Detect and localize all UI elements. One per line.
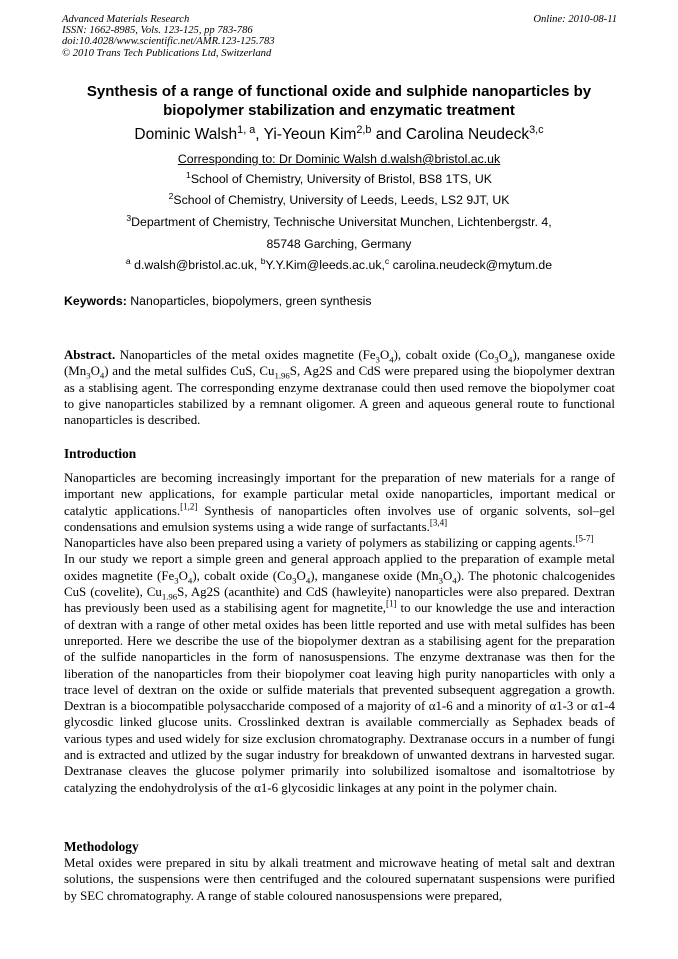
subscript: 4 <box>452 575 457 586</box>
affiliation-1-text: School of Chemistry, University of Bristol, BS8 1TS, UK <box>190 172 492 186</box>
corresponding-text: Corresponding to: Dr Dominic Walsh d.walsh@bristol.ac.uk <box>177 152 501 166</box>
abstract-text: Nanoparticles of the metal oxides magnetite (Fe <box>115 348 376 362</box>
doi-line: doi:10.4028/www.scientific.net/AMR.123-125.783 <box>62 36 275 48</box>
keywords-label: Keywords: <box>64 294 127 308</box>
intro-text: S, Ag2S (acanthite) and CdS (hawleyite) nanoparticles were also prepared. Dextran has previously been used as a stabilising agent for magnetite, <box>64 585 615 616</box>
affiliation-3-text: Department of Chemistry, Technische Universitat Munchen, Lichtenbergstr. 4, <box>131 215 552 229</box>
copyright-line: © 2010 Trans Tech Publications Ltd, Switzerland <box>62 47 272 59</box>
intro-text: ). The photonic chalcogenides CuS (covelite), Cu <box>64 568 615 600</box>
citation: [5-7] <box>575 533 594 544</box>
affiliation-3 <box>50 212 628 229</box>
subscript: 3 <box>292 575 297 586</box>
email-c: carolina.neudeck@mytum.de <box>389 258 553 272</box>
online-date: Online: 2010-08-11 <box>533 14 617 25</box>
affiliation-3-city: 85748 Garching, Germany <box>266 237 412 251</box>
intro-text: ), manganese oxide (Mn <box>310 568 439 583</box>
affiliation-2 <box>50 190 628 207</box>
author-2-sup: 2,b <box>356 123 372 136</box>
methodology-heading: Methodology <box>64 839 139 854</box>
citation: [1] <box>386 599 397 610</box>
abstract-text: O <box>498 348 509 362</box>
subscript: 4 <box>187 575 193 586</box>
subscript: 3 <box>86 370 91 381</box>
subscript: 1.96 <box>161 591 178 602</box>
journal-header <box>62 14 617 59</box>
corresponding-author <box>50 152 628 166</box>
abstract-text: S, Ag2S and CdS were prepared using the biopolymer dextran as a stablising agent. The corresponding enzyme dextranase could then used remove the biopolymer coat to give nanoparticles stabilized by a remnant oligomer. A green and aqueous general route to functional nanoparticles is described. <box>64 364 615 428</box>
abstract-label: Abstract. <box>64 348 116 362</box>
abstract-text: ), cobalt oxide (Co <box>393 348 495 362</box>
author-1-sup: 1, a <box>237 123 256 136</box>
subscript: 3 <box>174 575 179 586</box>
title-line-2: biopolymer stabilization and enzymatic treatment <box>163 102 515 119</box>
subscript: 3 <box>375 354 380 365</box>
subscript: 4 <box>508 354 513 365</box>
author-list <box>50 123 628 144</box>
abstract-text: O <box>379 348 390 362</box>
intro-text: O <box>443 568 453 583</box>
introduction-heading: Introduction <box>64 446 137 461</box>
subscript: 4 <box>305 575 311 586</box>
intro-text: Nanoparticles have also been prepared using a variety of polymers as stabilizing or capping agents. <box>64 536 576 551</box>
subscript: 3 <box>438 575 444 586</box>
intro-text: to our knowledge the use and interaction of dextran with a range of other metal oxides has been little reported and use with metal sulfides has been unreported. Here we describe the use of the biopolymer dextran as a stabilising agent for the preparation of the sulfide nanoparticles in the form of nanosuspensions. The enzyme dextranase was then for the liberation of the nanoparticles from their biopolymer coat leaving high purity nanoparticles with only a trace level of dextran on the oxide or sulfide materials that prevented subsequent aggregation a growth. Dextran is a biocompatible polysaccharide composed of a majority of α1-6 and a minority of α1-3 or α1-4 glycosdic linked glucose units. Crosslinked dextran is available commercially as Sephadex beads of various types and used widely for size exclusion chromatography. Dextranase occurs in a number of fungi and is extracted and utlized by the sugar industry for breakdown of unwanted dextrans in harvested sugar. Dextranase cleaves the glucose polymer primarily into solubilized isomaltose and isomaltotriose by catalyzing the endohydrolysis of the α1-6 glycosidic linkages at any point in the polymer chain. <box>64 601 615 795</box>
intro-text: Synthesis of nanoparticles often involves use of organic solvents, sol–gel condensations and emulsion systems using a wide range of surfactants. <box>64 503 615 534</box>
title-line-1: Synthesis of a range of functional oxide and sulphide nanoparticles by <box>86 83 592 100</box>
affiliation-1 <box>50 169 628 186</box>
issn-line: ISSN: 1662-8985, Vols. 123-125, pp 783-786 <box>62 25 253 37</box>
email-a-sup: a <box>125 255 131 266</box>
author-3-sup: 3,c <box>529 123 544 136</box>
subscript: 4 <box>99 370 105 381</box>
subscript: 3 <box>494 354 499 365</box>
intro-text: O <box>296 568 306 583</box>
abstract-text: O <box>90 364 100 379</box>
abstract-text: ), manganese oxide (Mn <box>64 348 615 379</box>
email-a: d.walsh@bristol.ac.uk, <box>130 258 261 272</box>
affiliation-3-sup: 3 <box>126 212 132 223</box>
email-c-sup: c <box>384 255 390 266</box>
keywords <box>64 294 372 308</box>
email-b: Y.Y.Kim@leeds.ac.uk, <box>265 258 385 272</box>
author-separator-2: and Carolina Neudeck <box>371 126 530 143</box>
author-1: Dominic Walsh <box>134 126 238 143</box>
journal-name: Advanced Materials Research <box>62 14 190 25</box>
affiliation-2-sup: 2 <box>168 190 174 201</box>
subscript: 4 <box>389 354 394 365</box>
email-b-sup: b <box>260 255 266 266</box>
abstract <box>64 347 615 428</box>
author-emails <box>50 255 628 272</box>
citation: [1,2] <box>180 501 198 512</box>
affiliation-1-sup: 1 <box>186 169 191 180</box>
author-separator-1: , Yi-Yeoun Kim <box>255 126 357 143</box>
paper-title <box>50 82 628 120</box>
affiliation-2-text: School of Chemistry, University of Leeds, Leeds, LS2 9JT, UK <box>173 193 510 207</box>
subscript: 1.96 <box>274 370 290 381</box>
intro-text: In our study we report a simple green and general approach applied to the preparation of example metal oxides magnetite (Fe <box>64 552 615 583</box>
abstract-text: ) and the metal sulfides CuS, Cu <box>104 364 275 379</box>
citation: [3,4] <box>429 517 448 528</box>
keywords-text: Nanoparticles, biopolymers, green synthesis <box>126 294 372 308</box>
intro-text: ), cobalt oxide (Co <box>192 568 293 583</box>
introduction-body <box>64 470 615 796</box>
intro-text: O <box>178 568 188 583</box>
methodology-body: Metal oxides were prepared in situ by alkali treatment and microwave heating of metal salt and dextran solutions, the suspensions were then centrifuged and the coloured supernatant suspensions were purified by SEC chromatography. A range of stable coloured nanosuspensions were prepared, <box>64 856 615 903</box>
intro-text: Nanoparticles are becoming increasingly important for the preparation of new materials for a range of important new applications, for example particular metal oxide nanoparticles, important medical or catalytic applications. <box>64 471 615 518</box>
